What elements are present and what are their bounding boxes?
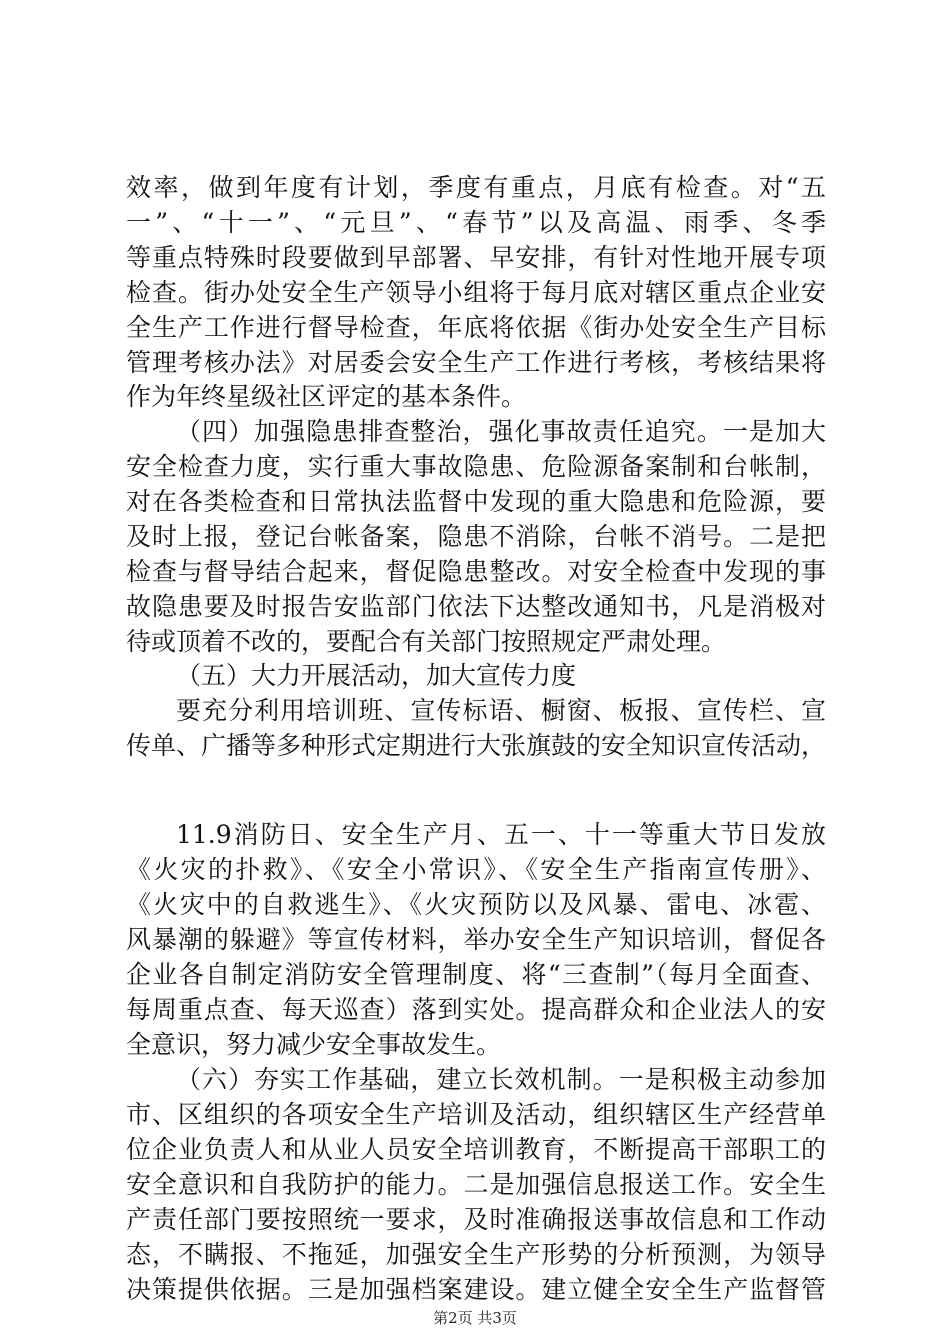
text-line: 一”、“十一”、“元旦”、“春节”以及高温、雨季、冬季 bbox=[126, 208, 826, 237]
text-line: 市、区组织的各项安全生产培训及活动，组织辖区生产经营单 bbox=[126, 1100, 826, 1129]
text-line: 每周重点查、每天巡查）落到实处。提高群众和企业法人的安 bbox=[126, 995, 826, 1024]
text-line: 待或顶着不改的，要配合有关部门按照规定严肃处理。 bbox=[126, 627, 727, 656]
text-line: 要充分利用培训班、宣传标语、橱窗、板报、宣传栏、宣 bbox=[176, 696, 826, 725]
text-line: 全意识，努力减少安全事故发生。 bbox=[126, 1030, 502, 1059]
section-heading-5: （五）大力开展活动，加大宣传力度 bbox=[176, 661, 577, 690]
text-line: 及时上报，登记台帐备案，隐患不消除，台帐不消号。二是把 bbox=[126, 522, 826, 551]
text-line: 安全检查力度，实行重大事故隐患、危险源备案制和台帐制， bbox=[126, 452, 826, 481]
text-line: 效率，做到年度有计划，季度有重点，月底有检查。对“五 bbox=[126, 173, 826, 202]
text-line: 等重点特殊时段要做到早部署、早安排，有针对性地开展专项 bbox=[126, 243, 826, 272]
section-heading-4: （四）加强隐患排查整治，强化事故责任追究。一是加大 bbox=[176, 417, 826, 446]
text-line: 检查与督导结合起来，督促隐患整改。对安全检查中发现的事 bbox=[126, 557, 826, 586]
text-line: 态，不瞒报、不拖延，加强安全生产形势的分析预测，为领导 bbox=[126, 1240, 826, 1269]
text-line: 11.9消防日、安全生产月、五一、十一等重大节日发放 bbox=[176, 820, 826, 849]
text-line: 《火灾中的自救逃生》、《火灾预防以及风暴、雷电、冰雹、 bbox=[126, 890, 826, 919]
text-line: 全生产工作进行督导检查，年底将依据《街办处安全生产目标 bbox=[126, 313, 826, 342]
page-number-footer: 第2页 共3页 bbox=[433, 1309, 517, 1327]
text-line: 检查。街办处安全生产领导小组将于每月底对辖区重点企业安 bbox=[126, 278, 826, 307]
text-line: 产责任部门要按照统一要求，及时准确报送事故信息和工作动 bbox=[126, 1205, 826, 1234]
text-line: 对在各类检查和日常执法监督中发现的重大隐患和危险源，要 bbox=[126, 487, 826, 516]
text-line: 作为年终星级社区评定的基本条件。 bbox=[126, 382, 527, 411]
text-line: 《火灾的扑救》、《安全小常识》、《安全生产指南宣传册》、 bbox=[126, 855, 826, 884]
text-line: 管理考核办法》对居委会安全生产工作进行考核，考核结果将 bbox=[126, 348, 826, 377]
text-line: 故隐患要及时报告安监部门依法下达整改通知书，凡是消极对 bbox=[126, 592, 826, 621]
section-heading-6: （六）夯实工作基础，建立长效机制。一是积极主动参加 bbox=[176, 1065, 826, 1094]
text-line: 决策提供依据。三是加强档案建设。建立健全安全生产监督管 bbox=[126, 1275, 826, 1304]
text-line: 企业各自制定消防安全管理制度、将“三查制”（每月全面查、 bbox=[126, 960, 826, 989]
text-line: 安全意识和自我防护的能力。二是加强信息报送工作。安全生 bbox=[126, 1170, 826, 1199]
text-line: 位企业负责人和从业人员安全培训教育，不断提高干部职工的 bbox=[126, 1135, 826, 1164]
text-line: 风暴潮的躲避》等宣传材料，举办安全生产知识培训，督促各 bbox=[126, 925, 826, 954]
text-line: 传单、广播等多种形式定期进行大张旗鼓的安全知识宣传活动， bbox=[126, 731, 827, 760]
